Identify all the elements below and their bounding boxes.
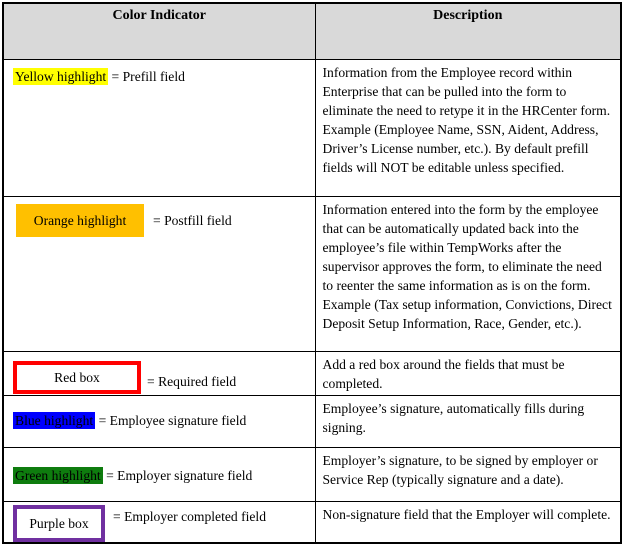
indicator-cell (3, 447, 315, 501)
indicator-equals-label: = Prefill field (108, 68, 185, 84)
blue-highlight-swatch: Blue highlight (15, 412, 94, 428)
table-row-employer-signature (3, 447, 621, 501)
description-cell: Employee’s signature, automatically fills during signing. (315, 395, 621, 447)
table-row-required (3, 351, 621, 395)
orange-highlight-swatch: Orange highlight (16, 204, 144, 237)
purple-box-swatch: Purple box (13, 505, 105, 542)
red-box-swatch: Red box (13, 361, 141, 394)
description-cell: Information from the Employee record within Enterprise that can be pulled into the form to eliminate the need to retype it in the HRCenter form. Example (Employee Name, SSN, Aident, Address, Driver’s License number, etc.). By default prefill fields will NOT be editable unless specified. (315, 59, 621, 196)
table-row-prefill (3, 59, 621, 196)
indicator-equals-label: = Employer signature field (102, 467, 253, 483)
indicator-equals-label: = Employee signature field (95, 412, 247, 428)
table-row-employee-signature (3, 395, 621, 447)
description-cell: Add a red box around the fields that must be completed. (315, 351, 621, 395)
description-cell: Non-signature field that the Employer will complete. (315, 501, 621, 543)
description-cell: Information entered into the form by the employee that can be automatically updated back into the employee’s file within TempWorks after the supervisor approves the form, to eliminate the need to reenter the same information as is on the form. Example (Tax setup information, Convictions, Direct Deposit Setup Information, Race, Gender, etc.). (315, 196, 621, 351)
indicator-cell (3, 501, 315, 543)
table-row-postfill (3, 196, 621, 351)
yellow-highlight-swatch: Yellow highlight (15, 68, 107, 84)
indicator-equals-label: = Postfill field (153, 212, 232, 228)
indicator-cell (3, 196, 315, 351)
indicator-equals-label: = Employer completed field (113, 508, 266, 524)
color-legend-table (2, 2, 622, 544)
green-highlight-swatch: Green highlight (15, 467, 101, 483)
description-cell: Employer’s signature, to be signed by employer or Service Rep (typically signature and a date). (315, 447, 621, 501)
indicator-equals-label: = Required field (147, 373, 237, 389)
indicator-cell (3, 59, 315, 196)
col-header-description: Description (315, 3, 621, 59)
indicator-cell (3, 395, 315, 447)
col-header-color-indicator: Color Indicator (3, 3, 315, 59)
indicator-cell (3, 351, 315, 395)
header-row (3, 3, 621, 59)
table-row-employer-completed (3, 501, 621, 543)
